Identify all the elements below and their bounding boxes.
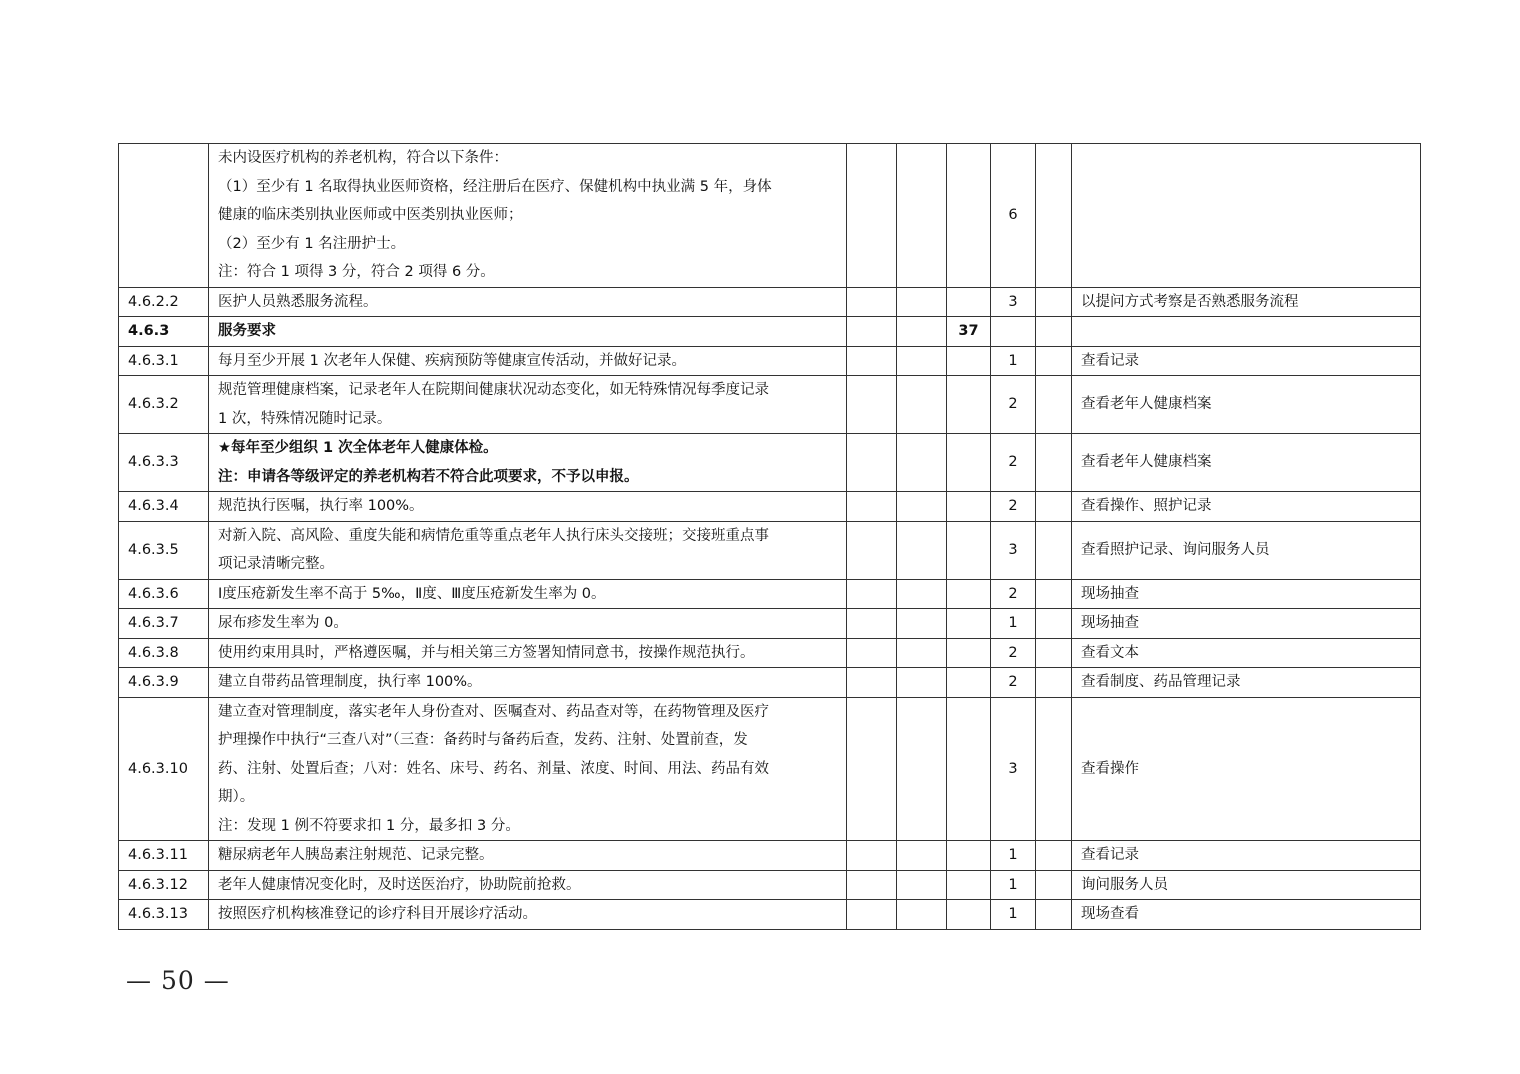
item-score: 1 (991, 870, 1036, 900)
item-method (1072, 144, 1421, 288)
item-total (947, 434, 991, 492)
item-requirement: ★每年至少组织 1 次全体老年人健康体检。 注：申请各等级评定的养老机构若不符合此项要求，不予以申报。 (209, 434, 847, 492)
item-total (947, 900, 991, 930)
item-score: 2 (991, 668, 1036, 698)
item-score: 3 (991, 287, 1036, 317)
item-total (947, 287, 991, 317)
item-score: 1 (991, 346, 1036, 376)
item-requirement: 老年人健康情况变化时，及时送医治疗，协助院前抢救。 (209, 870, 847, 900)
item-total (947, 579, 991, 609)
item-total (947, 376, 991, 434)
table-row (119, 579, 1421, 609)
table-row (119, 697, 1421, 841)
table-row (119, 638, 1421, 668)
table-row (119, 609, 1421, 639)
item-code: 4.6.3.11 (119, 841, 209, 871)
item-requirement: 医护人员熟悉服务流程。 (209, 287, 847, 317)
item-total (947, 609, 991, 639)
item-method: 查看文本 (1072, 638, 1421, 668)
item-method: 以提问方式考察是否熟悉服务流程 (1072, 287, 1421, 317)
item-method (1072, 317, 1421, 347)
item-method: 查看老年人健康档案 (1072, 376, 1421, 434)
standards-table (118, 143, 1421, 930)
item-requirement: 糖尿病老年人胰岛素注射规范、记录完整。 (209, 841, 847, 871)
item-code: 4.6.3.9 (119, 668, 209, 698)
item-score: 1 (991, 841, 1036, 871)
item-score: 2 (991, 492, 1036, 522)
item-method: 查看记录 (1072, 346, 1421, 376)
item-method: 查看老年人健康档案 (1072, 434, 1421, 492)
table-row (119, 841, 1421, 871)
item-score (991, 317, 1036, 347)
item-code: 4.6.3.5 (119, 521, 209, 579)
table-row (119, 870, 1421, 900)
item-requirement: Ⅰ度压疮新发生率不高于 5‰，Ⅱ度、Ⅲ度压疮新发生率为 0。 (209, 579, 847, 609)
item-score: 2 (991, 376, 1036, 434)
item-requirement: 每月至少开展 1 次老年人保健、疾病预防等健康宣传活动，并做好记录。 (209, 346, 847, 376)
item-method: 现场查看 (1072, 900, 1421, 930)
item-requirement: 规范管理健康档案，记录老年人在院期间健康状况动态变化，如无特殊情况每季度记录 1 次，特殊情况随时记录。 (209, 376, 847, 434)
item-total (947, 697, 991, 841)
item-code: 4.6.3.2 (119, 376, 209, 434)
item-score: 2 (991, 434, 1036, 492)
item-requirement: 尿布疹发生率为 0。 (209, 609, 847, 639)
item-code: 4.6.3.12 (119, 870, 209, 900)
item-requirement: 规范执行医嘱，执行率 100%。 (209, 492, 847, 522)
item-total (947, 668, 991, 698)
item-method: 查看记录 (1072, 841, 1421, 871)
item-method: 查看制度、药品管理记录 (1072, 668, 1421, 698)
item-score: 3 (991, 521, 1036, 579)
table-row (119, 376, 1421, 434)
item-score: 2 (991, 638, 1036, 668)
item-code: 4.6.3.10 (119, 697, 209, 841)
item-method: 现场抽查 (1072, 609, 1421, 639)
table-row (119, 287, 1421, 317)
section-row (119, 317, 1421, 347)
item-code: 4.6.3.7 (119, 609, 209, 639)
item-method: 查看照护记录、询问服务人员 (1072, 521, 1421, 579)
table-row (119, 346, 1421, 376)
item-requirement: 未内设医疗机构的养老机构，符合以下条件： （1）至少有 1 名取得执业医师资格，经注册后在医疗、保健机构中执业满 5 年，身体 健康的临床类别执业医师或中医类别执业医师； （2）至少有 1 名注册护士。 注：符合 1 项得 3 分，符合 2 项得 6 分。 (209, 144, 847, 288)
item-code: 4.6.3.4 (119, 492, 209, 522)
item-score: 3 (991, 697, 1036, 841)
item-code: 4.6.3.13 (119, 900, 209, 930)
section-total: 37 (947, 317, 991, 347)
item-total (947, 492, 991, 522)
item-requirement: 按照医疗机构核准登记的诊疗科目开展诊疗活动。 (209, 900, 847, 930)
table-row (119, 492, 1421, 522)
item-score: 1 (991, 900, 1036, 930)
section-code: 4.6.3 (119, 317, 209, 347)
item-method: 现场抽查 (1072, 579, 1421, 609)
item-score: 1 (991, 609, 1036, 639)
item-total (947, 144, 991, 288)
table-row (119, 521, 1421, 579)
item-code: 4.6.2.2 (119, 287, 209, 317)
item-code: 4.6.3.8 (119, 638, 209, 668)
item-total (947, 521, 991, 579)
table-row (119, 144, 1421, 288)
item-code: 4.6.3.3 (119, 434, 209, 492)
item-requirement: 对新入院、高风险、重度失能和病情危重等重点老年人执行床头交接班；交接班重点事 项记录清晰完整。 (209, 521, 847, 579)
table-row (119, 668, 1421, 698)
item-score: 2 (991, 579, 1036, 609)
item-score: 6 (991, 144, 1036, 288)
item-total (947, 638, 991, 668)
table-row (119, 434, 1421, 492)
item-requirement: 使用约束用具时，严格遵医嘱，并与相关第三方签署知情同意书，按操作规范执行。 (209, 638, 847, 668)
item-code: 4.6.3.1 (119, 346, 209, 376)
item-method: 询问服务人员 (1072, 870, 1421, 900)
section-title: 服务要求 (209, 317, 847, 347)
page-number: — 50 — (126, 966, 230, 995)
item-total (947, 841, 991, 871)
item-requirement: 建立查对管理制度，落实老年人身份查对、医嘱查对、药品查对等，在药物管理及医疗 护理操作中执行“三查八对”（三查：备药时与备药后查，发药、注射、处置前查，发 药、注射、处置后查；八对：姓名、床号、药名、剂量、浓度、时间、用法、药品有效 期）。 注：发现 1 例不符要求扣 1 分，最多扣 3 分。 (209, 697, 847, 841)
table-row (119, 900, 1421, 930)
item-code (119, 144, 209, 288)
item-total (947, 870, 991, 900)
item-method: 查看操作 (1072, 697, 1421, 841)
item-method: 查看操作、照护记录 (1072, 492, 1421, 522)
item-requirement: 建立自带药品管理制度，执行率 100%。 (209, 668, 847, 698)
item-code: 4.6.3.6 (119, 579, 209, 609)
item-total (947, 346, 991, 376)
